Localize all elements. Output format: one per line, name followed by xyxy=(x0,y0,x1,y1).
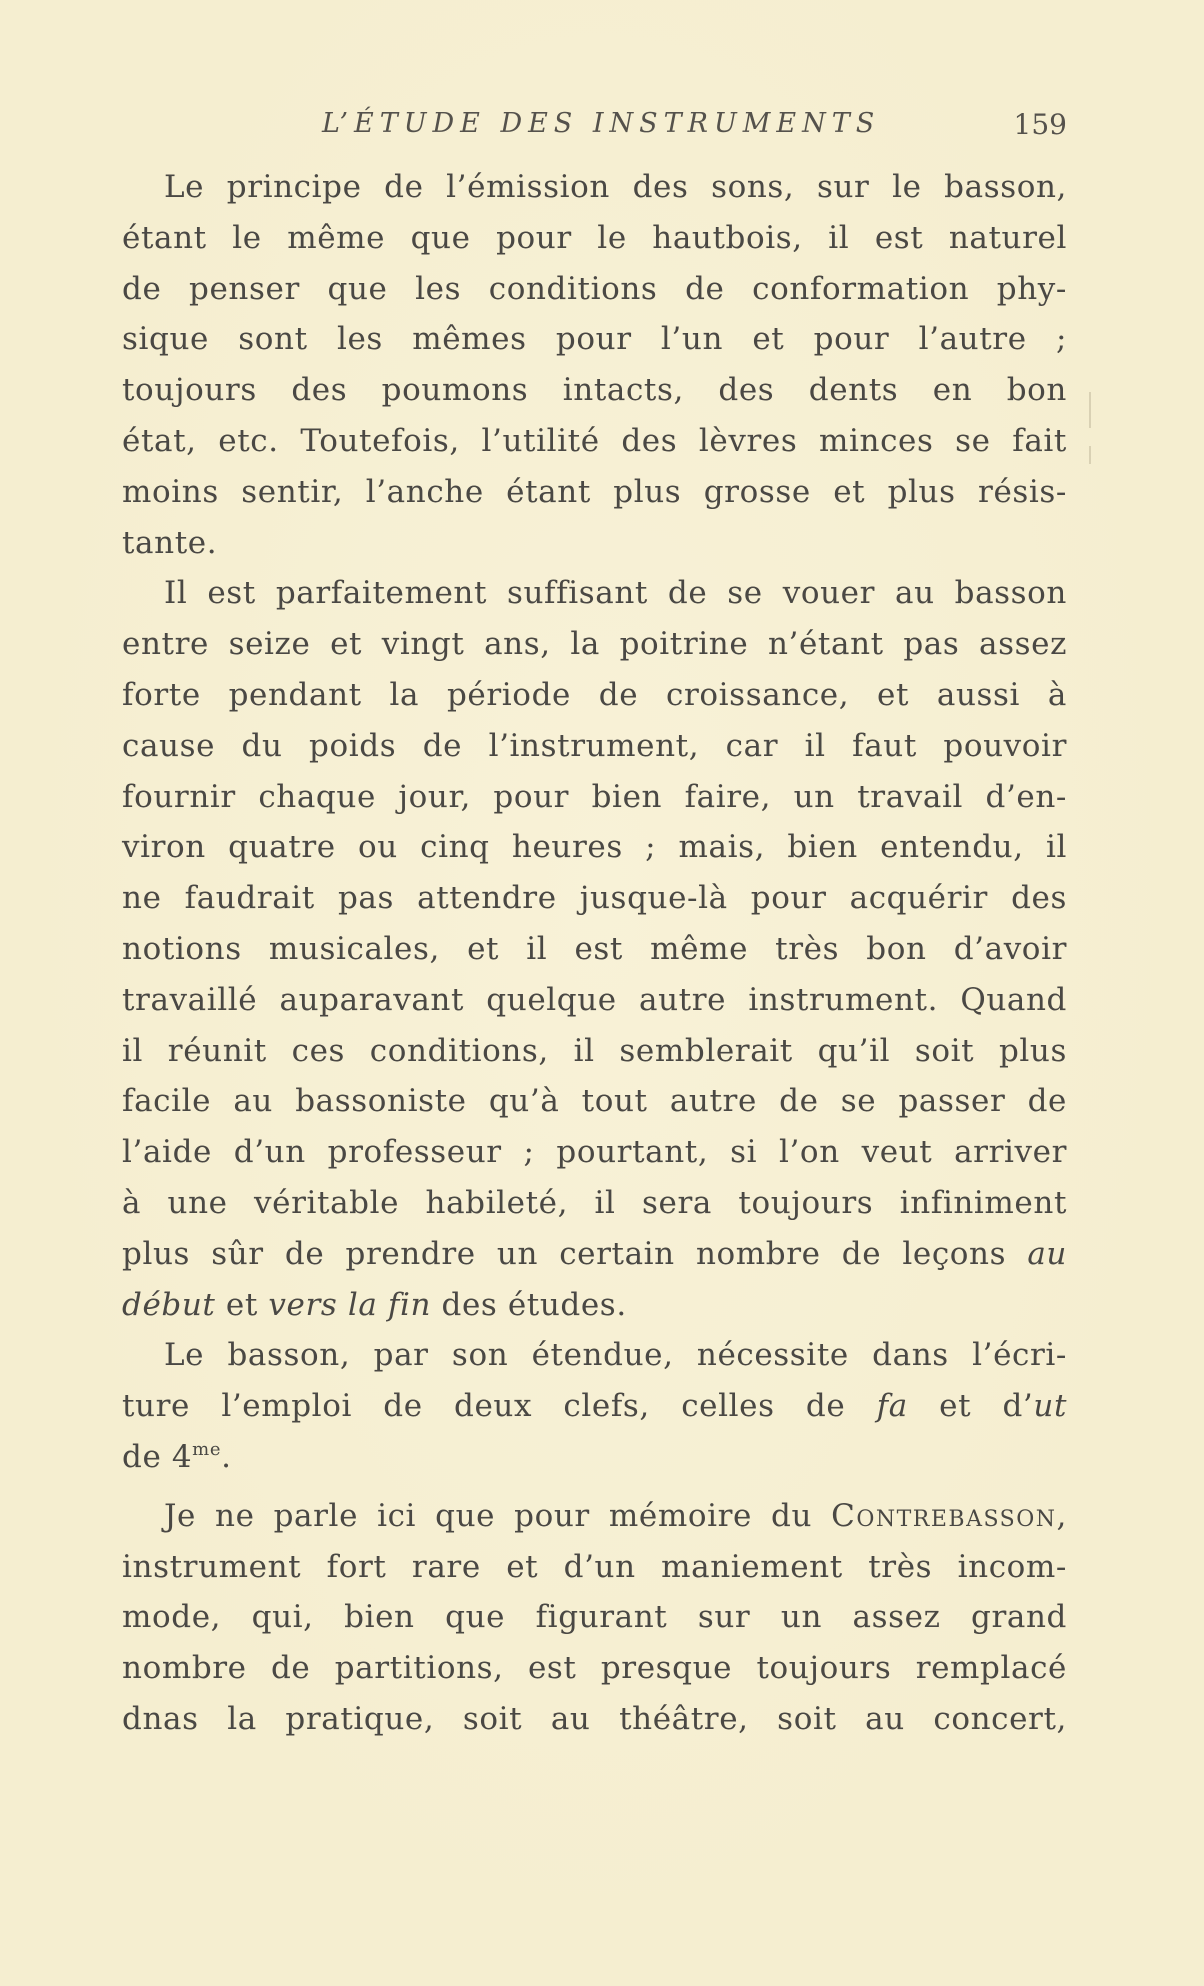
text-line-segment: de 4 xyxy=(122,1438,193,1475)
text-line: sique sont les mêmes pour l’un et pour l’autre ; xyxy=(122,321,1067,358)
text-line-segment: . xyxy=(221,1438,232,1475)
text-line: nombre de partitions, est presque toujours remplacé xyxy=(122,1650,1067,1687)
text-line-segment: plus sûr de prendre un certain nombre de leçons xyxy=(122,1235,1007,1272)
text-line: mode, qui, bien que figurant sur un assez grand xyxy=(122,1599,1067,1636)
margin-mark xyxy=(1089,446,1091,464)
text-line: instrument fort rare et d’un maniement très incom- xyxy=(122,1548,1067,1585)
text-line: état, etc. Toutefois, l’utilité des lèvres minces se fait xyxy=(122,422,1067,459)
text-line: il réunit ces conditions, il semblerait qu’il soit plus xyxy=(122,1032,1067,1069)
margin-mark xyxy=(1089,392,1091,428)
running-head xyxy=(122,108,1067,144)
text-line: cause du poids de l’instrument, car il faut pouvoir xyxy=(122,727,1067,764)
text-line: viron quatre ou cinq heures ; mais, bien entendu, il xyxy=(122,829,1067,866)
italic-text: fa xyxy=(876,1388,908,1425)
text-line xyxy=(122,1432,1067,1483)
text-line: ne faudrait pas attendre jusque-là pour acquérir des xyxy=(122,880,1067,917)
text-line: Le basson, par son étendue, nécessite dans l’écri- xyxy=(164,1337,1067,1374)
text-line: facile au bassoniste qu’à tout autre de se passer de xyxy=(122,1083,1067,1120)
italic-text: début xyxy=(122,1286,216,1323)
text-line: à une véritable habileté, il sera toujours infiniment xyxy=(122,1184,1067,1221)
text-line-segment: ture l’emploi de deux clefs, celles de xyxy=(122,1388,877,1425)
text-line: fournir chaque jour, pour bien faire, un travail d’en- xyxy=(122,778,1067,815)
page-number: 159 xyxy=(1013,108,1067,141)
text-line: entre seize et vingt ans, la poitrine n’étant pas assez xyxy=(122,626,1067,663)
text-line-segment: des études. xyxy=(431,1286,627,1323)
italic-text: au xyxy=(1027,1235,1067,1272)
italic-text: vers la fin xyxy=(268,1286,432,1323)
text-line: Le principe de l’émission des sons, sur le basson, xyxy=(164,169,1067,205)
text-line: de penser que les conditions de conformation phy- xyxy=(122,270,1067,307)
text-line: dnas la pratique, soit au théâtre, soit au concert, xyxy=(122,1700,1067,1737)
text-line-segment: Je ne parle ici que pour mémoire du xyxy=(164,1497,832,1534)
text-line xyxy=(122,1229,1067,1280)
text-line-segment: et d’ xyxy=(907,1388,1034,1425)
text-line xyxy=(122,1280,1067,1331)
text-line: notions musicales, et il est même très bon d’avoir xyxy=(122,930,1067,967)
italic-text: ut xyxy=(1033,1388,1067,1425)
text-line: l’aide d’un professeur ; pourtant, si l’on veut arriver xyxy=(122,1134,1067,1171)
text-line-segment: , xyxy=(1056,1497,1067,1534)
superscript: me xyxy=(192,1438,222,1460)
text-line-segment: et xyxy=(215,1286,269,1323)
small-caps-text: Contrebasson xyxy=(831,1497,1057,1534)
text-line: toujours des poumons intacts, des dents en bon xyxy=(122,372,1067,409)
text-line: Il est parfaitement suffisant de se vouer au basson xyxy=(164,575,1067,612)
text-line: forte pendant la période de croissance, et aussi à xyxy=(122,676,1067,713)
text-line: travaillé auparavant quelque autre instrument. Quand xyxy=(122,981,1067,1018)
text-line: étant le même que pour le hautbois, il est naturel xyxy=(122,219,1067,256)
text-line: tante. xyxy=(122,524,218,561)
running-title: L’ÉTUDE DES INSTRUMENTS xyxy=(322,108,881,139)
body-text xyxy=(122,162,1067,1745)
text-line xyxy=(122,1381,1067,1432)
text-line xyxy=(122,1491,1067,1542)
text-line: moins sentir, l’anche étant plus grosse et plus résis- xyxy=(122,473,1067,510)
